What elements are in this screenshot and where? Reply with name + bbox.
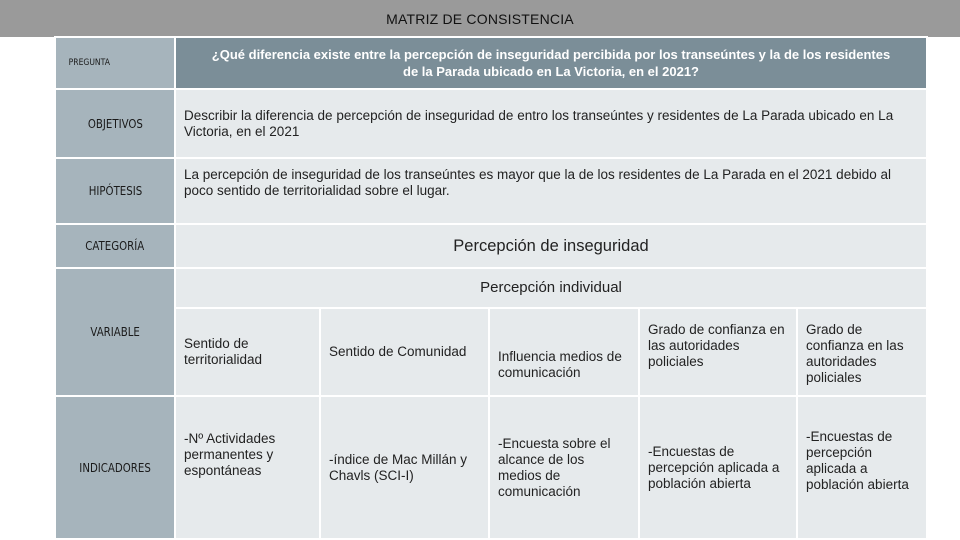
objetivos-text: Describir la diferencia de percepción de inseguridad de entro los transeúntes y residentes de La Parada ubicado en La Victoria, en el 2021 — [176, 90, 926, 157]
variable-item: Sentido de territorialidad — [176, 309, 319, 395]
variable-item: Influencia medios de comunicación — [490, 309, 638, 395]
row-label-hipotesis — [56, 159, 174, 223]
hipotesis-text: La percepción de inseguridad de los transeúntes es mayor que la de los residentes de La Parada en el 2021 debido al poco sentido de territorialidad sobre el lugar. — [176, 159, 926, 223]
indicador-item: -Encuesta sobre el alcance de los medios de comunicación — [490, 397, 638, 538]
row-label-pregunta — [56, 38, 174, 88]
pregunta-label-text: PREGUNTA — [68, 58, 110, 68]
categoria-label-text: CATEGORÍA — [85, 239, 145, 253]
variable-item: Sentido de Comunidad — [321, 309, 488, 395]
hipotesis-label-text: HIPÓTESIS — [88, 184, 142, 198]
research-question: ¿Qué diferencia existe entre la percepción de inseguridad percibida por los transeúntes y la de los residentes de la Parada ubicado en La Victoria, en el 2021? — [176, 38, 926, 88]
indicador-item: -Encuestas de percepción aplicada a población abierta — [798, 397, 926, 538]
indicador-item: -Encuestas de percepción aplicada a población abierta — [640, 397, 796, 538]
indicadores-label-text: INDICADORES — [79, 460, 151, 475]
variable-label-text: VARIABLE — [90, 325, 140, 339]
variable-item: Grado de confianza en las autoridades policiales — [640, 309, 796, 395]
page-title: MATRIZ DE CONSISTENCIA — [386, 10, 574, 27]
categoria-text: Percepción de inseguridad — [176, 225, 926, 267]
title-bar — [0, 0, 960, 37]
indicador-item: -Nº Actividades permanentes y espontáneas — [176, 397, 319, 538]
row-label-variable — [56, 269, 174, 395]
row-label-objetivos — [56, 90, 174, 157]
variable-item: Grado de confianza en las autoridades policiales — [798, 309, 926, 395]
row-label-indicadores — [56, 397, 174, 538]
variable-header: Percepción individual — [176, 269, 926, 307]
row-label-categoria — [56, 225, 174, 267]
objetivos-label-text: OBJETIVOS — [87, 116, 143, 131]
indicador-item: -índice de Mac Millán y Chavls (SCI-I) — [321, 397, 488, 538]
consistency-matrix — [54, 36, 928, 539]
